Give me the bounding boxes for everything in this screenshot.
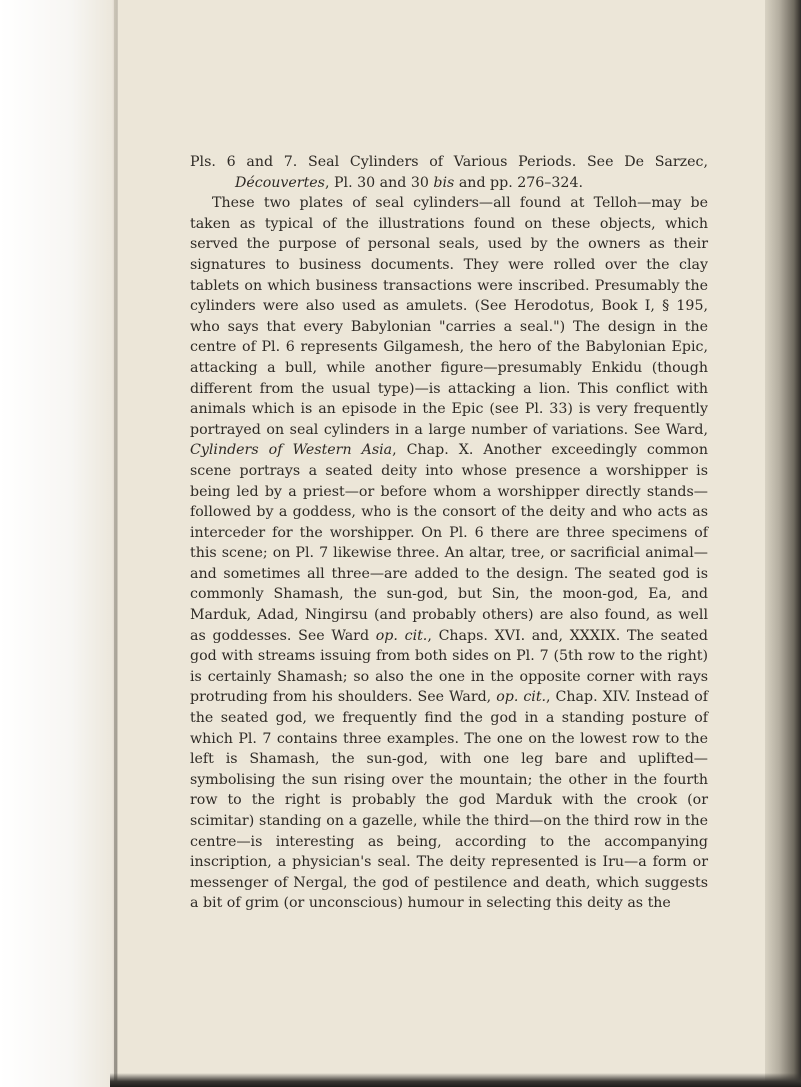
ward-cylinders-title: Cylinders of Western Asia: [190, 442, 393, 459]
bottom-page-edge: [110, 1073, 801, 1087]
left-page-gutter: [0, 0, 118, 1087]
page-text-block: [190, 152, 708, 914]
right-page-edge: [765, 0, 801, 1087]
heading-title: Seal Cylinders of Various Periods. See De Sarzec,: [308, 154, 708, 170]
op-cit-ref-1: op. cit.: [375, 627, 428, 644]
plate-numbers: Pls. 6 and 7.: [190, 154, 298, 170]
binding-shadow: [114, 0, 117, 1087]
body-segment-3: , Chaps. XVI. and, XXXIX. The seated god with streams issuing from both sides on Pl. 7 (5th row to the right) is certainly Shamash; so also the one in the opposite corner with rays protruding from his shoulders. See Ward,: [190, 627, 708, 706]
heading-plate-ref: , Pl. 30 and 30: [324, 174, 429, 191]
body-segment-1: These two plates of seal cylinders—all found at Telloh—may be taken as typical of the illustrations found on these objects, which served the purpose of personal seals, used by the owners as their signatures to business documents. They were rolled over the clay tablets on which business transactions were inscribed. Presumably the cylinders were also used as amulets. (See Herodotus, Book I, § 195, who says that every Babylonian "carries a seal.") The design in the centre of Pl. 6 represents Gilgamesh, the hero of the Babylonian Epic, attacking a bull, while another figure—presumably Enkidu (though different from the usual type)—is attacking a lion. This conflict with animals which is an episode in the Epic (see Pl. 33) is very frequently portrayed on seal cylinders in a large number of variations. See Ward,: [190, 195, 708, 438]
body-paragraph: [190, 193, 708, 914]
heading-work-title: Découvertes: [235, 174, 325, 191]
heading-pages: and pp. 276–324.: [458, 174, 583, 191]
body-segment-2: , Chap. X. Another exceedingly common scene portrays a seated deity into whose presence a worshipper is being led by a priest—or before whom a worshipper directly stands—followed by a goddess, who is the consort of the deity and who acts as interceder for the worshipper. On Pl. 6 there are three specimens of this scene; on Pl. 7 likewise three. An altar, tree, or sacrificial animal—and sometimes all three—are added to the design. The seated god is commonly Shamash, the sun-god, but Sin, the moon-god, Ea, and Marduk, Adad, Ningirsu (and probably others) are also found, as well as goddesses. See Ward: [190, 442, 708, 644]
heading-bis: bis: [433, 174, 455, 191]
body-segment-4: , Chap. XIV. Instead of the seated god, we frequently find the god in a standing posture of which Pl. 7 contains three examples. The one on the lowest row to the left is Shamash, the sun-god, with one leg bare and uplifted—symbolising the sun rising over the mountain; the other in the fourth row to the right is probably the god Marduk with the crook (or scimitar) standing on a gazelle, while the third—on the third row in the centre—is interesting as being, according to the accompanying inscription, a physician's seal. The deity represented is Iru—a form or messenger of Nergal, the god of pestilence and death, which suggests a bit of grim (or unconscious) humour in selecting this deity as the: [190, 689, 708, 912]
plate-heading: [190, 152, 708, 193]
op-cit-ref-2: op. cit.: [496, 689, 547, 706]
